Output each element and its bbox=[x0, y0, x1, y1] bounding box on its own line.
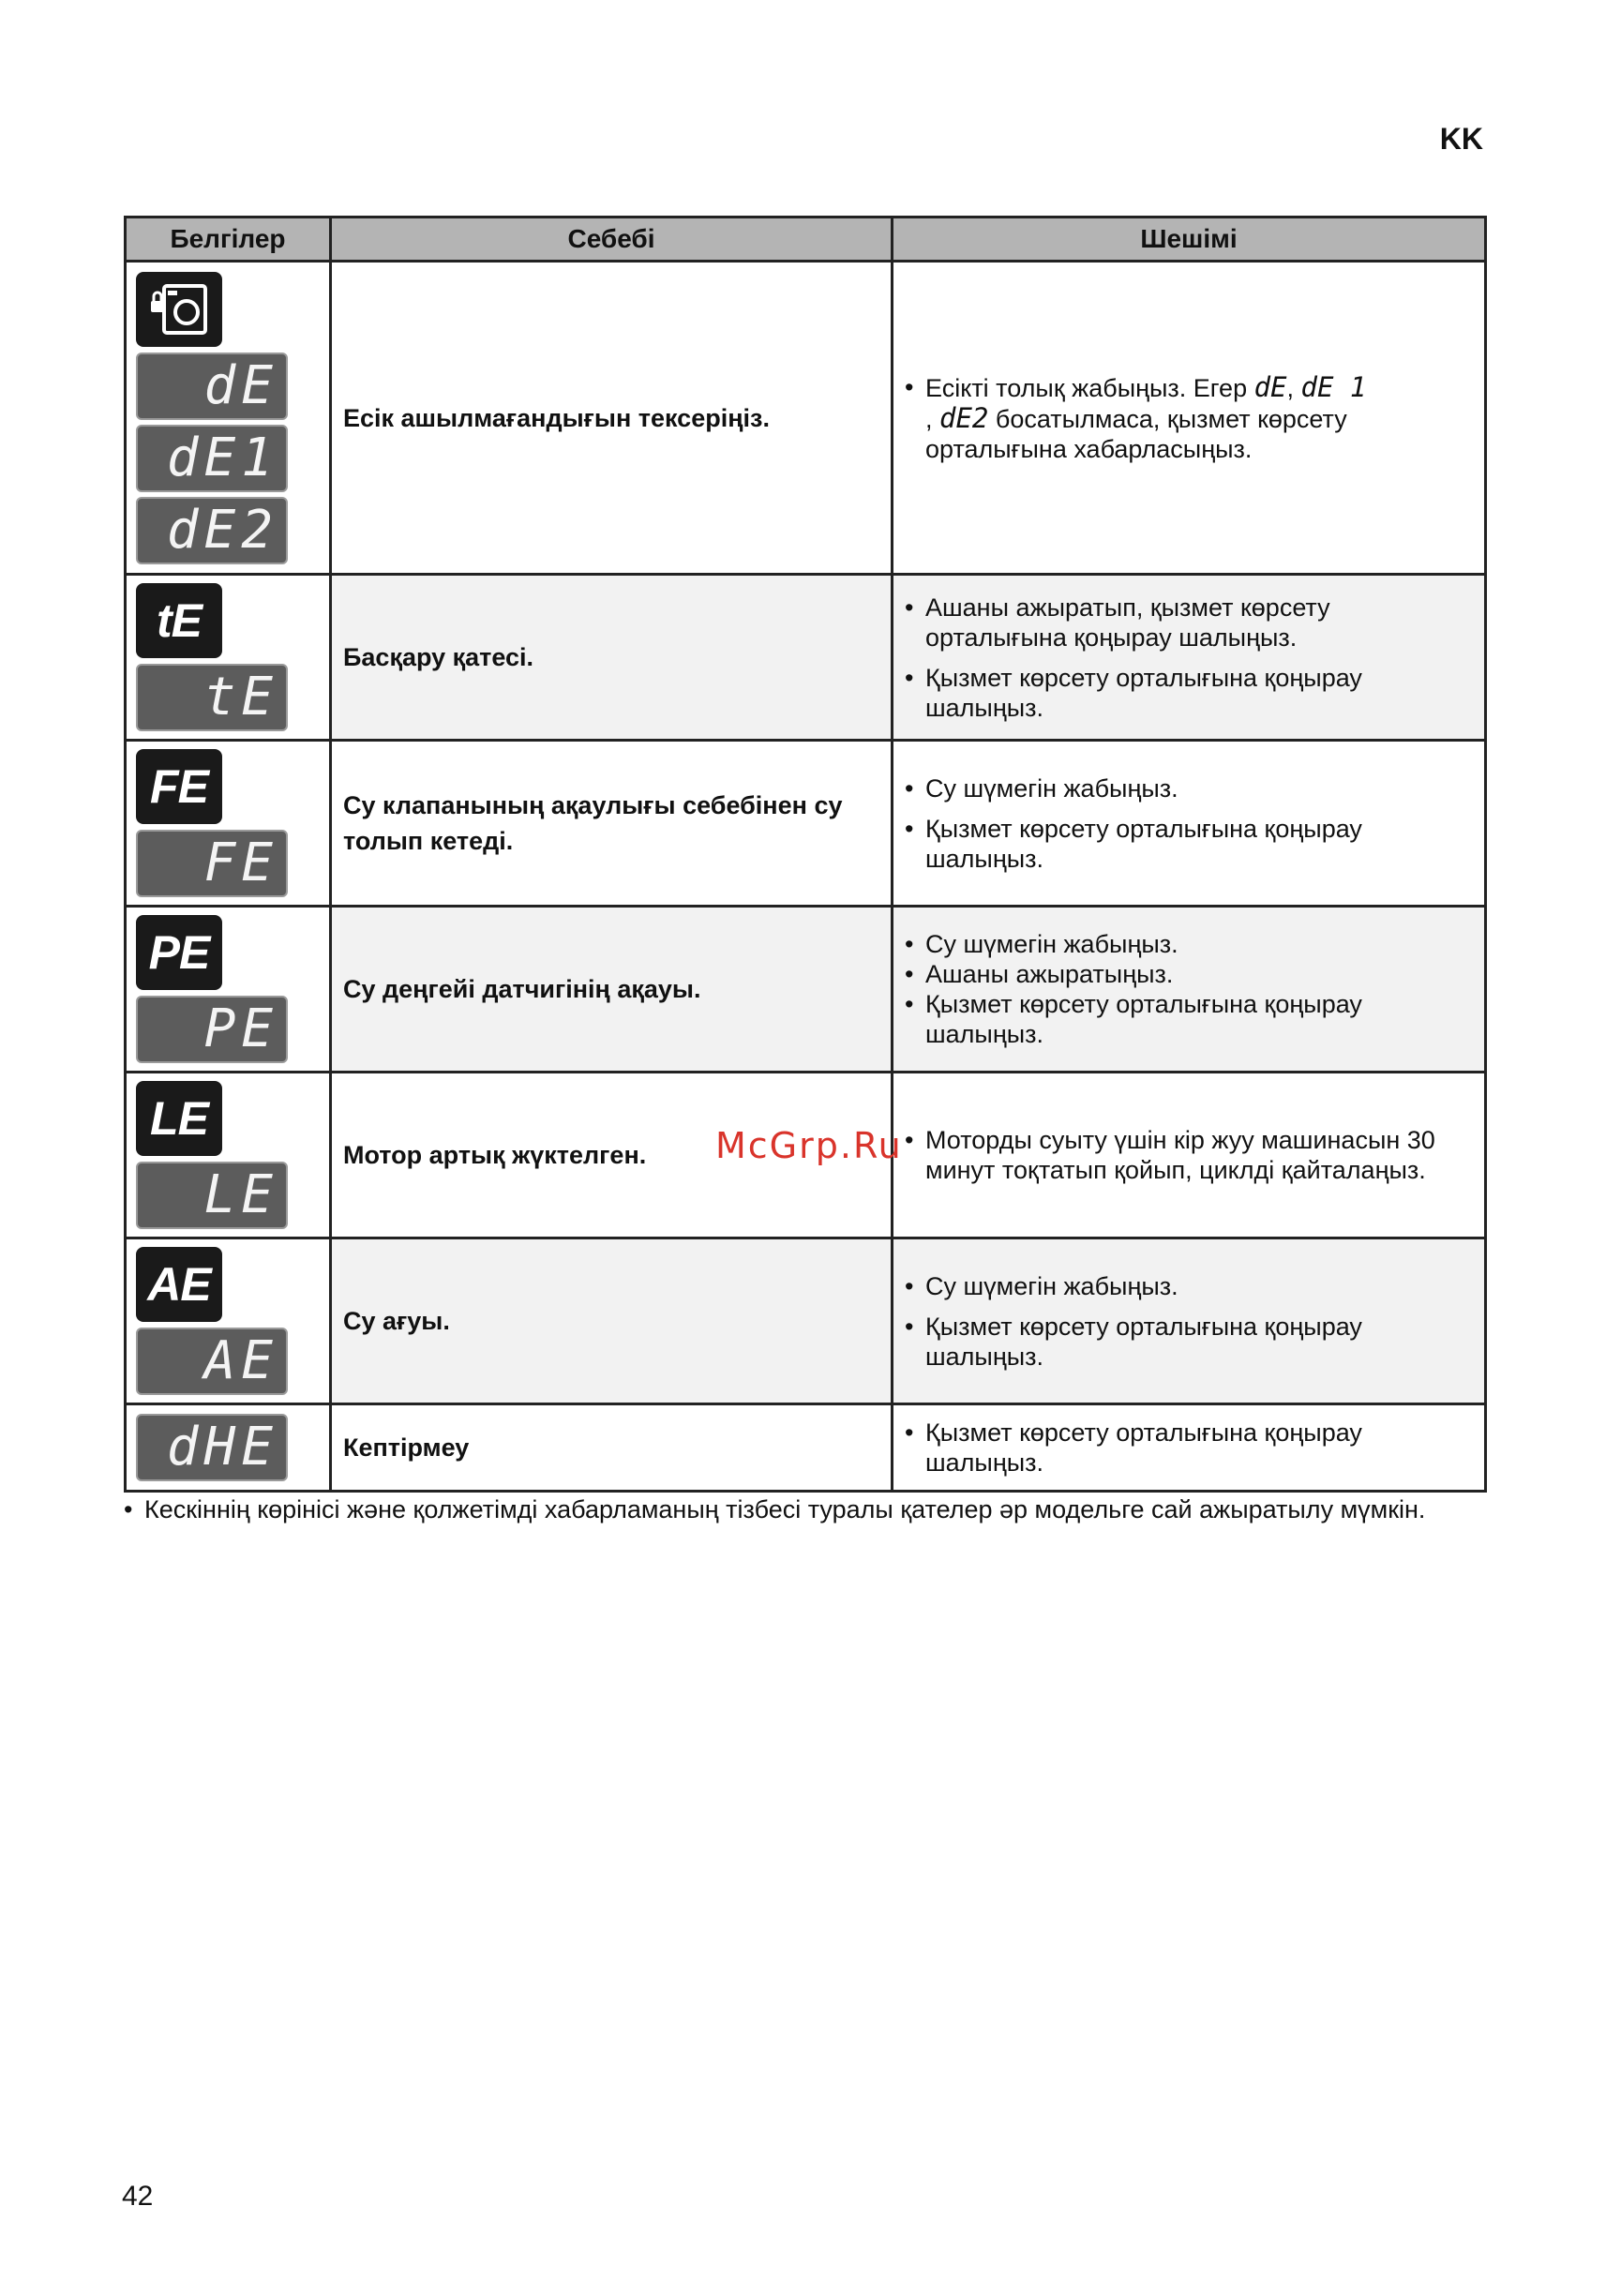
display-code-de2: dE2 bbox=[136, 497, 288, 564]
ae-code-icon: AE bbox=[136, 1247, 222, 1322]
cause-cell: Су ағуы. bbox=[331, 1238, 893, 1404]
symbols-cell bbox=[126, 1238, 331, 1404]
table-row-dhe-error bbox=[126, 1404, 1486, 1492]
solution-item: • Қызмет көрсету орталығына қоңырау шалыңыз. bbox=[905, 814, 1473, 874]
table-row-te-error bbox=[126, 575, 1486, 741]
solution-item: • Су шүмегін жабыңыз. bbox=[905, 773, 1473, 803]
pe-code-icon: PE bbox=[136, 915, 222, 990]
display-code-de: dE bbox=[136, 353, 288, 420]
display-code-fe: FE bbox=[136, 830, 288, 897]
footnote-item: • Кескіннің көрінісі және қолжетімді хабарламаның тізбесі туралы қателер әр модельге сай ажыратылу мүмкін. bbox=[124, 1493, 1474, 1526]
cause-cell: Басқару қатесі. bbox=[331, 575, 893, 741]
page-number: 42 bbox=[122, 2181, 154, 2212]
display-code-le: LE bbox=[136, 1162, 288, 1229]
column-header-cause: Себебі bbox=[331, 218, 893, 262]
solution-item: • Қызмет көрсету орталығына қоңырау шалыңыз. bbox=[905, 663, 1473, 723]
solution-cell bbox=[893, 1238, 1486, 1404]
te-code-icon: tE bbox=[136, 583, 222, 658]
solution-cell bbox=[893, 575, 1486, 741]
le-code-icon: LE bbox=[136, 1081, 222, 1156]
language-code: KK bbox=[1439, 122, 1483, 156]
inline-code-de2: dE2 bbox=[939, 401, 989, 434]
column-header-solution: Шешімі bbox=[893, 218, 1486, 262]
table-header-row bbox=[126, 218, 1486, 262]
table-row-door-error bbox=[126, 262, 1486, 575]
solution-item: • Ашаны ажыратыңыз. bbox=[905, 959, 1473, 989]
column-header-symbols: Белгілер bbox=[126, 218, 331, 262]
solution-item: • Қызмет көрсету орталығына қоңырау шалыңыз. bbox=[905, 1418, 1473, 1478]
solution-item: • Су шүмегін жабыңыз. bbox=[905, 929, 1473, 959]
cause-cell: Су деңгейі датчигінің ақауы. bbox=[331, 907, 893, 1073]
solution-item: • Қызмет көрсету орталығына қоңырау шалыңыз. bbox=[905, 1312, 1473, 1372]
solution-cell bbox=[893, 1404, 1486, 1492]
solution-cell bbox=[893, 1073, 1486, 1238]
inline-code-de: dE bbox=[1253, 370, 1287, 403]
display-code-te: tE bbox=[136, 664, 288, 731]
solution-item: • Су шүмегін жабыңыз. bbox=[905, 1271, 1473, 1301]
display-code-pe: PE bbox=[136, 996, 288, 1063]
symbols-cell bbox=[126, 262, 331, 575]
solution-cell bbox=[893, 262, 1486, 575]
table-row-pe-error bbox=[126, 907, 1486, 1073]
solution-item: • Есікті толық жабыңыз. Егер dE, dE 1 , dE2 босатылмаса, қызмет көрсету орталығына хабарласыңыз. bbox=[905, 372, 1473, 464]
solution-cell bbox=[893, 907, 1486, 1073]
cause-cell: Мотор артық жүктелген. bbox=[331, 1073, 893, 1238]
inline-code-de1: dE 1 bbox=[1300, 370, 1367, 403]
solution-item: • Ашаны ажыратып, қызмет көрсету орталығына қоңырау шалыңыз. bbox=[905, 593, 1473, 653]
cause-cell: Кептірмеу bbox=[331, 1404, 893, 1492]
error-code-table bbox=[124, 216, 1487, 1493]
cause-cell: Есік ашылмағандығын тексеріңіз. bbox=[331, 262, 893, 575]
display-code-ae: AE bbox=[136, 1328, 288, 1395]
solution-item: • Моторды суыту үшін кір жуу машинасын 30 минут тоқтатып қойып, циклді қайталаңыз. bbox=[905, 1125, 1473, 1185]
table-row-ae-error bbox=[126, 1238, 1486, 1404]
fe-code-icon: FE bbox=[136, 749, 222, 824]
symbols-cell bbox=[126, 1404, 331, 1492]
display-code-de1: dE1 bbox=[136, 425, 288, 492]
symbols-cell bbox=[126, 1073, 331, 1238]
symbols-cell bbox=[126, 741, 331, 907]
cause-cell: Су клапанының ақаулығы себебінен су толып кетеді. bbox=[331, 741, 893, 907]
watermark-text: McGrp.Ru bbox=[715, 1125, 903, 1166]
solution-cell bbox=[893, 741, 1486, 907]
display-code-dhe: dHE bbox=[136, 1414, 288, 1481]
symbols-cell bbox=[126, 907, 331, 1073]
door-lock-icon bbox=[136, 272, 222, 347]
table-row-fe-error bbox=[126, 741, 1486, 907]
footnote bbox=[124, 1493, 1474, 1526]
symbols-cell bbox=[126, 575, 331, 741]
solution-item: • Қызмет көрсету орталығына қоңырау шалыңыз. bbox=[905, 989, 1473, 1049]
